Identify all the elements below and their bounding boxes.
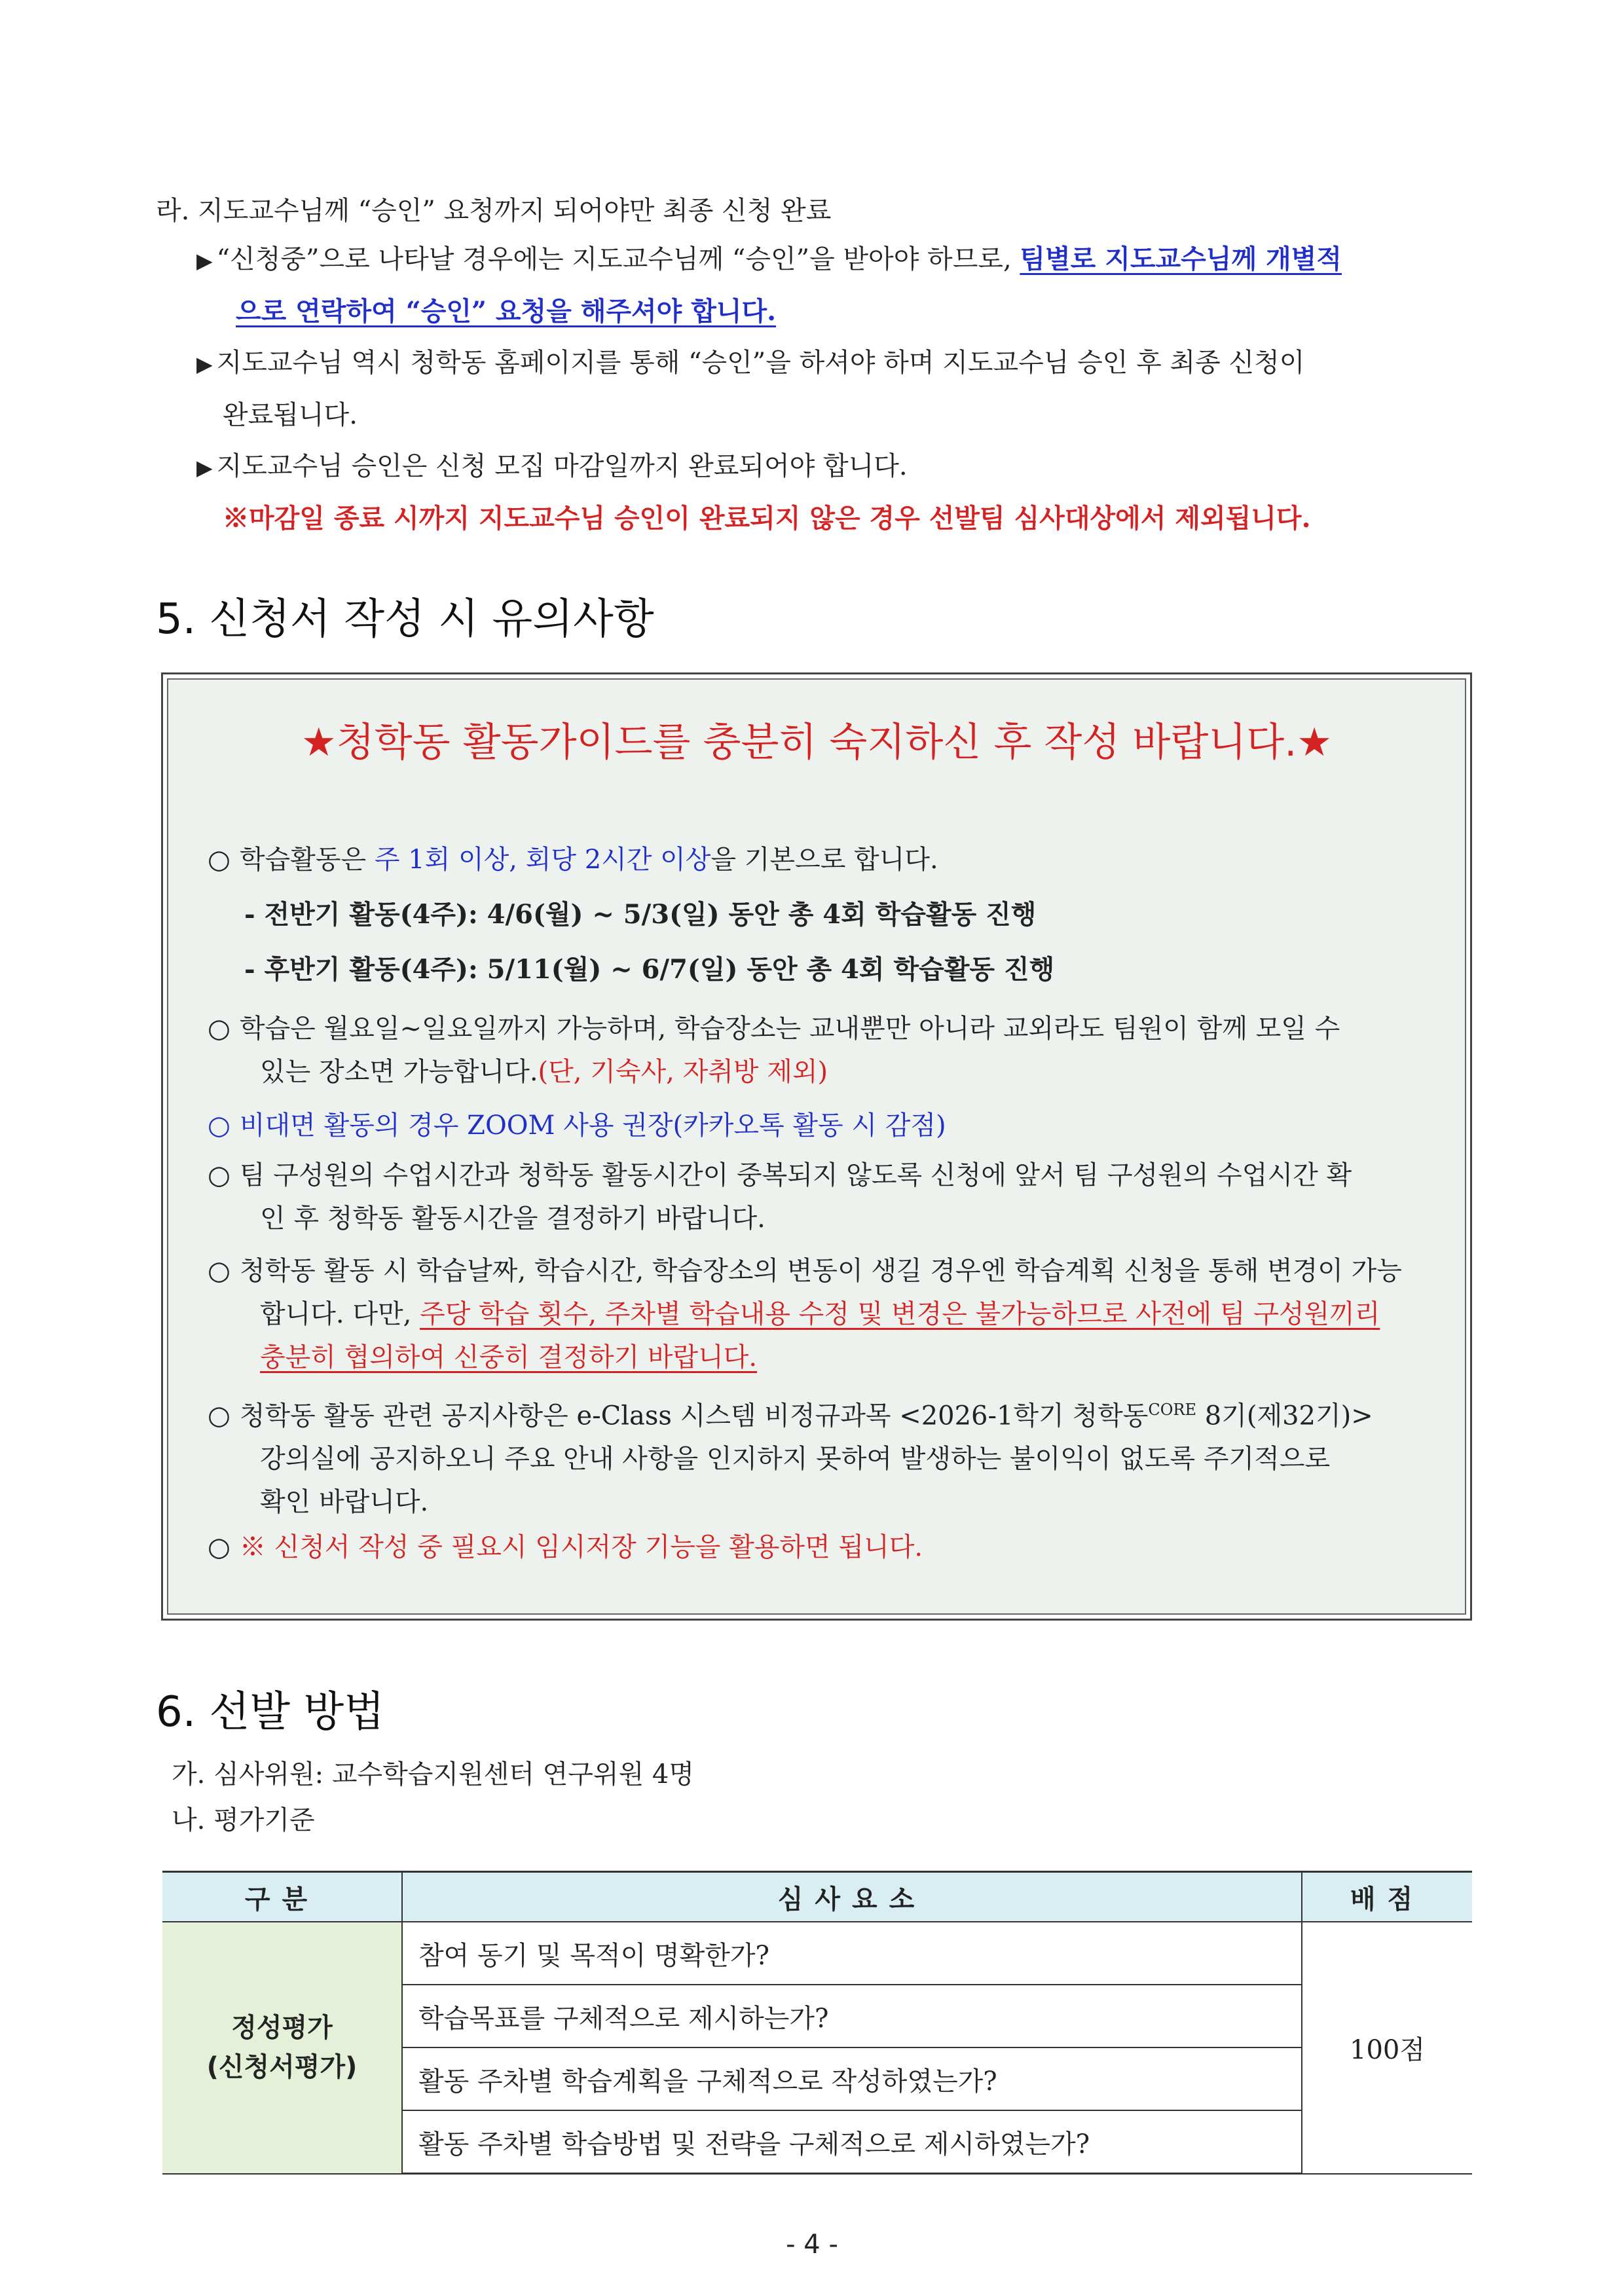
criteria-cell: 활동 주차별 학습방법 및 전략을 구체적으로 제시하였는가? xyxy=(402,2110,1302,2174)
bullet-1-text-end: 을 기본으로 합니다. xyxy=(710,845,938,875)
category-label: 정성평가 xyxy=(231,2013,333,2044)
triangle-bullet-icon: ▶ xyxy=(196,352,213,376)
notice-bullet-6 xyxy=(208,1388,1441,1524)
bullet-6-text: 청학동 활동 관련 공지사항은 e-Class 시스템 비정규과목 <2026-1학기 청학동 xyxy=(239,1401,1149,1431)
bullet-1-text: 학습활동은 xyxy=(239,845,375,875)
notice-bullet-4 xyxy=(208,1154,1441,1240)
section-6-title: 6. 선발 방법 xyxy=(156,1688,385,1736)
circle-bullet-icon: ○ xyxy=(208,1014,231,1044)
triangle-bullet-icon: ▶ xyxy=(196,455,213,480)
page-number: - 4 - xyxy=(786,2230,838,2260)
notice-bullet-2 xyxy=(208,1007,1441,1093)
item-1-text: “신청중”으로 나타날 경우에는 지도교수님께 “승인”을 받아야 하므로, xyxy=(216,244,1020,274)
item-3-text: 지도교수님 승인은 신청 모집 마감일까지 완료되어야 합니다. xyxy=(216,451,908,481)
section-5-title: 5. 신청서 작성 시 유의사항 xyxy=(156,595,654,644)
evaluation-table xyxy=(162,1871,1472,2175)
bullet-5-emphasis-cont: 충분히 협의하여 신중히 결정하기 바랍니다. xyxy=(260,1342,758,1372)
bullet-3-text: 비대면 활동의 경우 ZOOM 사용 권장(카카오톡 활동 시 감점) xyxy=(239,1111,946,1141)
score-cell: 100점 xyxy=(1302,1922,1472,2174)
bullet-4-text: 팀 구성원의 수업시간과 청학동 활동시간이 중복되지 않도록 신청에 앞서 팀 구성원의 수업시간 확 xyxy=(239,1160,1352,1190)
table-header-row xyxy=(162,1872,1472,1922)
core-superscript: CORE xyxy=(1148,1401,1197,1419)
section-ra-item-3 xyxy=(196,447,908,487)
section-ra-item-1-cont: 으로 연락하여 “승인” 요청을 해주셔야 합니다. xyxy=(236,296,777,327)
bullet-2-text-cont: 있는 장소면 가능합니다. xyxy=(260,1057,538,1087)
circle-bullet-icon: ○ xyxy=(208,1160,231,1190)
header-score: 배점 xyxy=(1302,1872,1472,1922)
bullet-1-sub-2: - 후반기 활동(4주): 5/11(월) ~ 6/7(일) 동안 총 4회 학습활동 진행 xyxy=(244,954,1055,985)
section-ra-item-1 xyxy=(196,240,1342,280)
bullet-5-text: 청학동 활동 시 학습날짜, 학습시간, 학습장소의 변동이 생길 경우엔 학습계획 신청을 통해 변경이 가능 xyxy=(239,1256,1402,1286)
notice-box-title: ★청학동 활동가이드를 충분히 숙지하신 후 작성 바랍니다.★ xyxy=(301,720,1333,765)
section-ra-item-2-cont: 완료됩니다. xyxy=(223,400,358,430)
bullet-5-text-cont: 합니다. 다만, xyxy=(260,1299,420,1329)
triangle-bullet-icon: ▶ xyxy=(196,248,213,273)
circle-bullet-icon: ○ xyxy=(208,1256,231,1286)
bullet-7-text: ※ 신청서 작성 중 필요시 임시저장 기능을 활용하면 됩니다. xyxy=(239,1532,923,1562)
category-sublabel: (신청서평가) xyxy=(206,2052,358,2083)
deadline-warning: ※마감일 종료 시까지 지도교수님 승인이 완료되지 않은 경우 선발팀 심사대상에서 제외됩니다. xyxy=(223,503,1311,534)
notice-bullet-7 xyxy=(208,1526,1441,1569)
criteria-cell: 참여 동기 및 목적이 명확한가? xyxy=(402,1922,1302,1985)
circle-bullet-icon: ○ xyxy=(208,1401,231,1431)
notice-bullet-1 xyxy=(208,838,1441,991)
item-2-text: 지도교수님 역시 청학동 홈페이지를 통해 “승인”을 하셔야 하며 지도교수님 승인 후 최종 신청이 xyxy=(216,348,1305,378)
section-ra-heading: 라. 지도교수님께 “승인” 요청까지 되어야만 최종 신청 완료 xyxy=(156,196,832,226)
bullet-6-text-cont: 강의실에 공지하오니 주요 안내 사항을 인지하지 못하여 발생하는 불이익이 없도록 주기적으로 xyxy=(260,1444,1331,1475)
bullet-4-text-cont: 인 후 청학동 활동시간을 결정하기 바랍니다. xyxy=(260,1203,766,1234)
table-row xyxy=(162,1922,1472,1985)
bullet-5-emphasis: 주당 학습 횟수, 주차별 학습내용 수정 및 변경은 불가능하므로 사전에 팀 구성원끼리 xyxy=(420,1299,1380,1329)
notice-bullet-5 xyxy=(208,1249,1441,1379)
notice-box xyxy=(161,672,1472,1621)
section-ra-item-2 xyxy=(196,343,1304,384)
bullet-2-text: 학습은 월요일~일요일까지 가능하며, 학습장소는 교내뿐만 아니라 교외라도 팀원이 함께 모일 수 xyxy=(239,1014,1340,1044)
criteria-cell: 활동 주차별 학습계획을 구체적으로 작성하였는가? xyxy=(402,2047,1302,2110)
circle-bullet-icon: ○ xyxy=(208,1532,231,1562)
criteria-cell: 학습목표를 구체적으로 제시하는가? xyxy=(402,1985,1302,2047)
bullet-1-emphasis: 주 1회 이상, 회당 2시간 이상 xyxy=(374,845,711,875)
header-category: 구분 xyxy=(162,1872,402,1922)
bullet-2-exception: (단, 기숙사, 자취방 제외) xyxy=(538,1057,828,1087)
bullet-6-text-end: 8기(제32기)> xyxy=(1196,1401,1373,1431)
item-1-emphasis: 팀별로 지도교수님께 개별적 xyxy=(1020,244,1342,274)
bullet-1-sub-1: - 전반기 활동(4주): 4/6(월) ~ 5/3(일) 동안 총 4회 학습활동 진행 xyxy=(244,899,1037,930)
circle-bullet-icon: ○ xyxy=(208,845,231,875)
section-6-ga: 가. 심사위원: 교수학습지원센터 연구위원 4명 xyxy=(172,1759,695,1790)
notice-box-inner xyxy=(167,678,1466,1615)
category-cell xyxy=(162,1922,402,2174)
header-criteria: 심사요소 xyxy=(402,1872,1302,1922)
notice-bullet-3 xyxy=(208,1104,1441,1147)
section-6-na: 나. 평가기준 xyxy=(172,1805,315,1835)
circle-bullet-icon: ○ xyxy=(208,1111,231,1141)
bullet-6-text-cont-2: 확인 바랍니다. xyxy=(260,1487,429,1518)
